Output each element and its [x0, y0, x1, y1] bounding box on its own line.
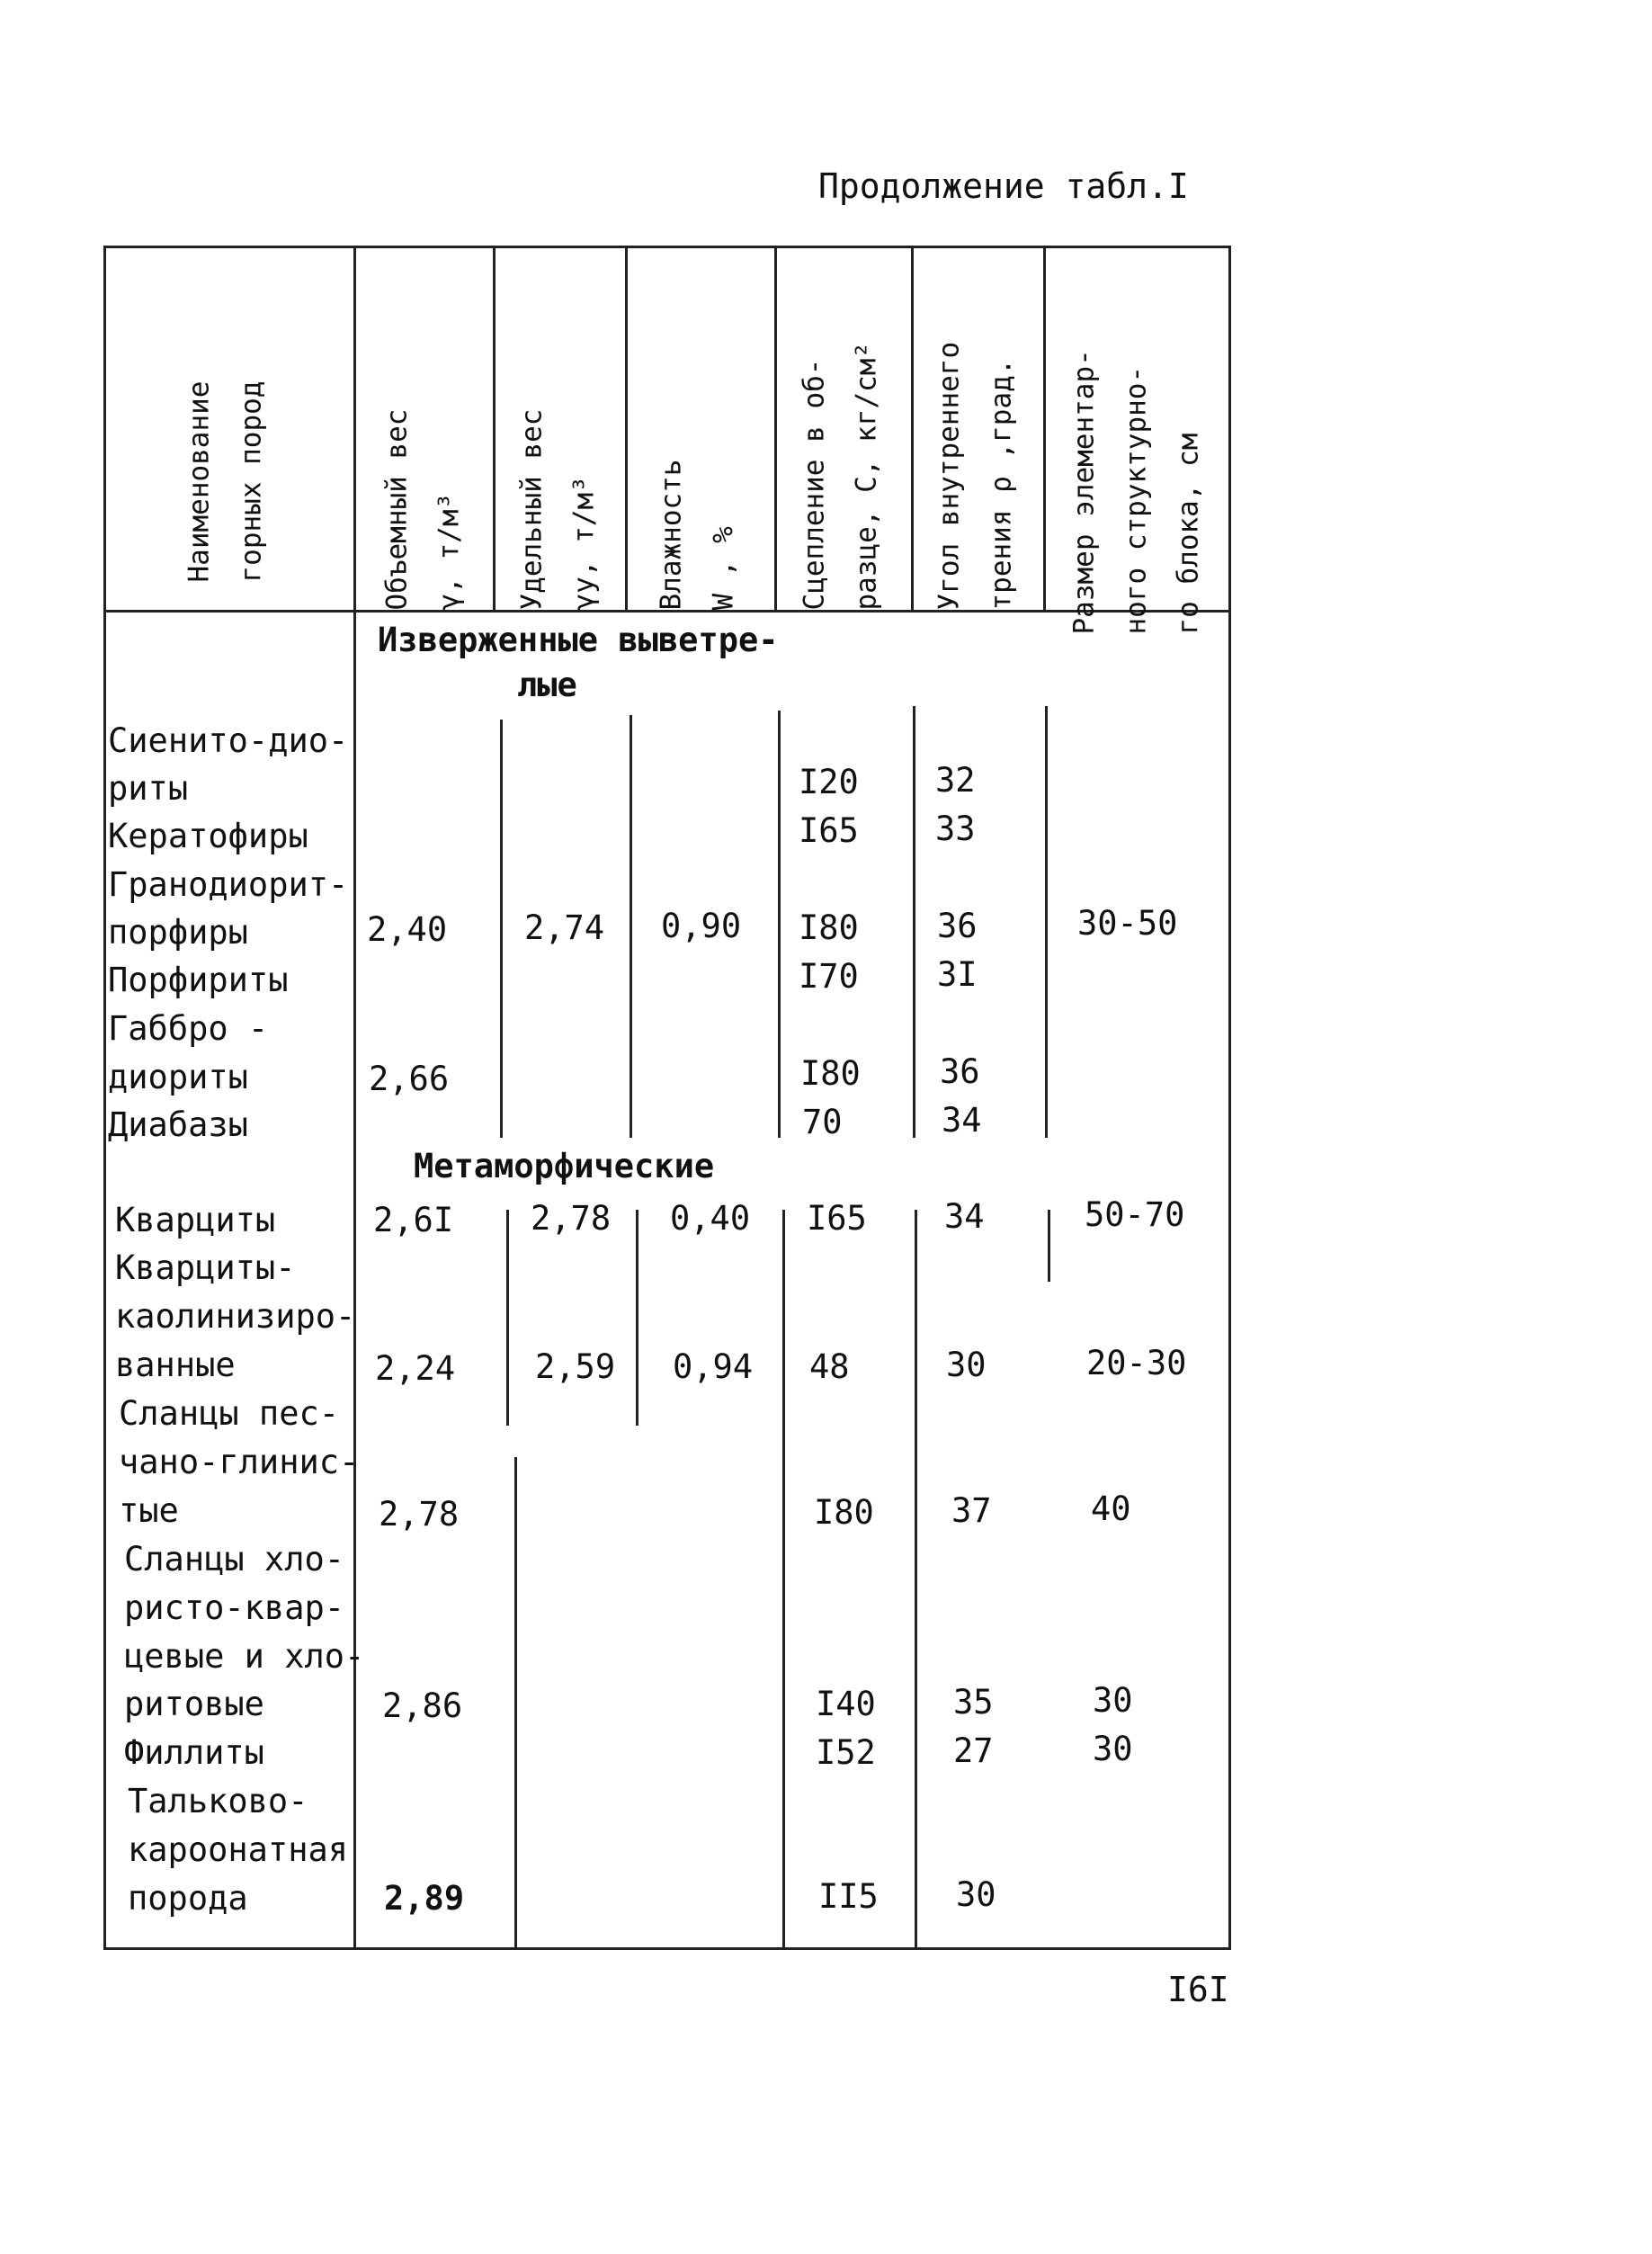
- col-divider-3: [625, 246, 628, 611]
- cohesion-value: I80: [799, 908, 859, 947]
- col-divider-2: [493, 246, 496, 611]
- rock-name: Кварциты: [115, 1201, 276, 1239]
- rock-name: Габбро -: [108, 1009, 269, 1048]
- header-block-size: Размер элементар- ного структурно- го блока, см: [1067, 349, 1205, 635]
- rock-name: диориты: [108, 1058, 248, 1096]
- rock-name: порода: [128, 1879, 248, 1918]
- rock-name: Сиенито-дио-: [108, 721, 349, 760]
- specific-weight-value: 2,59: [535, 1347, 616, 1386]
- block-size-value: 30: [1093, 1730, 1133, 1768]
- bulk-weight-value: 2,40: [367, 910, 448, 949]
- rock-name: каолинизиро-: [115, 1297, 356, 1336]
- cohesion-value: 48: [809, 1347, 850, 1386]
- body-divider-2c: [514, 1457, 517, 1950]
- block-size-value: 20-30: [1086, 1344, 1187, 1382]
- rock-name: Кератофиры: [108, 817, 308, 855]
- cohesion-value: I80: [814, 1493, 874, 1532]
- friction-value: 30: [946, 1346, 987, 1384]
- section-metamorphic: Метаморфические: [414, 1147, 715, 1185]
- bulk-weight-value: 2,86: [382, 1686, 463, 1725]
- rock-name: Сланцы хло-: [124, 1540, 345, 1579]
- rock-name: риты: [108, 769, 189, 808]
- block-size-value: 40: [1091, 1489, 1131, 1528]
- body-divider-2a: [500, 720, 503, 1138]
- rock-name: чано-глинис-: [119, 1443, 360, 1481]
- body-divider-2b: [506, 1210, 509, 1426]
- cohesion-value: I70: [799, 957, 859, 996]
- body-divider-4a: [778, 711, 781, 1138]
- header-moisture: Влажность W , %: [655, 459, 740, 611]
- header-friction-angle: Угол внутреннего трения ρ ,град.: [933, 341, 1018, 611]
- bulk-weight-value: 2,6I: [373, 1201, 454, 1239]
- header-bulk-weight: Объемный вес γ, т/м³: [380, 408, 466, 611]
- rock-name: Порфириты: [108, 961, 289, 999]
- friction-value: 35: [953, 1683, 994, 1722]
- friction-value: 36: [940, 1052, 980, 1091]
- friction-value: 3I: [937, 955, 978, 994]
- cohesion-value: I20: [799, 763, 859, 801]
- friction-value: 33: [935, 809, 976, 848]
- section-igneous: Изверженные выветре-: [378, 621, 779, 659]
- friction-value: 27: [953, 1731, 994, 1770]
- rock-name: тые: [119, 1491, 179, 1530]
- moisture-value: 0,94: [673, 1347, 754, 1386]
- col-divider-5: [911, 246, 914, 611]
- friction-value: 32: [935, 761, 976, 800]
- cohesion-value: I52: [816, 1733, 876, 1772]
- col-divider-6: [1043, 246, 1046, 611]
- bulk-weight-value: 2,24: [375, 1349, 456, 1388]
- header-specific-weight: Удельный вес γу, т/м³: [515, 408, 601, 611]
- friction-value: 34: [944, 1197, 985, 1236]
- table-caption: Продолжение табл.I: [818, 166, 1189, 206]
- body-divider-3a: [630, 715, 632, 1138]
- specific-weight-value: 2,74: [524, 908, 605, 947]
- body-divider-4b: [782, 1210, 785, 1950]
- col-divider-4: [774, 246, 777, 611]
- cohesion-value: I65: [807, 1199, 867, 1238]
- rock-name: порфиры: [108, 913, 248, 952]
- cohesion-value: I40: [816, 1685, 876, 1723]
- section-igneous-cont: лые: [517, 666, 577, 704]
- rock-name: цевые и хло-: [124, 1637, 365, 1676]
- block-size-value: 30-50: [1077, 904, 1178, 943]
- bulk-weight-value: 2,89: [384, 1879, 465, 1918]
- friction-value: 34: [942, 1101, 982, 1140]
- cohesion-value: I80: [800, 1054, 861, 1093]
- rock-name: кароонатная: [128, 1830, 349, 1869]
- moisture-value: 0,90: [661, 907, 742, 945]
- rock-name: Тальково-: [128, 1782, 308, 1820]
- rock-name: Кварциты-: [115, 1248, 296, 1287]
- rock-name: Сланцы пес-: [119, 1394, 340, 1433]
- moisture-value: 0,40: [670, 1199, 751, 1238]
- rock-name: Диабазы: [108, 1105, 248, 1144]
- bulk-weight-value: 2,66: [369, 1060, 450, 1098]
- cohesion-value: 70: [802, 1103, 843, 1141]
- header-cohesion: Сцепление в об- разце, С, кг/см²: [798, 341, 883, 611]
- cohesion-value: II5: [818, 1877, 879, 1916]
- col-divider-1: [353, 246, 356, 1950]
- body-divider-6b: [1048, 1210, 1050, 1282]
- block-size-value: 50-70: [1085, 1195, 1185, 1234]
- rock-name: ристо-квар-: [124, 1588, 345, 1627]
- rock-name: Гранодиорит-: [108, 865, 349, 904]
- rock-name: ритовые: [124, 1685, 264, 1723]
- body-divider-6a: [1045, 706, 1048, 1138]
- cohesion-value: I65: [799, 811, 859, 850]
- page-number: I6I: [1167, 1970, 1229, 2009]
- friction-value: 36: [937, 907, 978, 945]
- specific-weight-value: 2,78: [531, 1199, 612, 1238]
- body-divider-3b: [636, 1210, 638, 1426]
- friction-value: 30: [956, 1875, 996, 1914]
- rock-name: Филлиты: [124, 1733, 264, 1772]
- friction-value: 37: [951, 1491, 992, 1530]
- body-divider-5b: [915, 1210, 917, 1950]
- bulk-weight-value: 2,78: [379, 1495, 460, 1534]
- body-divider-5a: [913, 706, 915, 1138]
- rock-name: ванные: [115, 1346, 236, 1384]
- header-rock-name: Наименование горных пород: [183, 380, 268, 583]
- block-size-value: 30: [1093, 1681, 1133, 1720]
